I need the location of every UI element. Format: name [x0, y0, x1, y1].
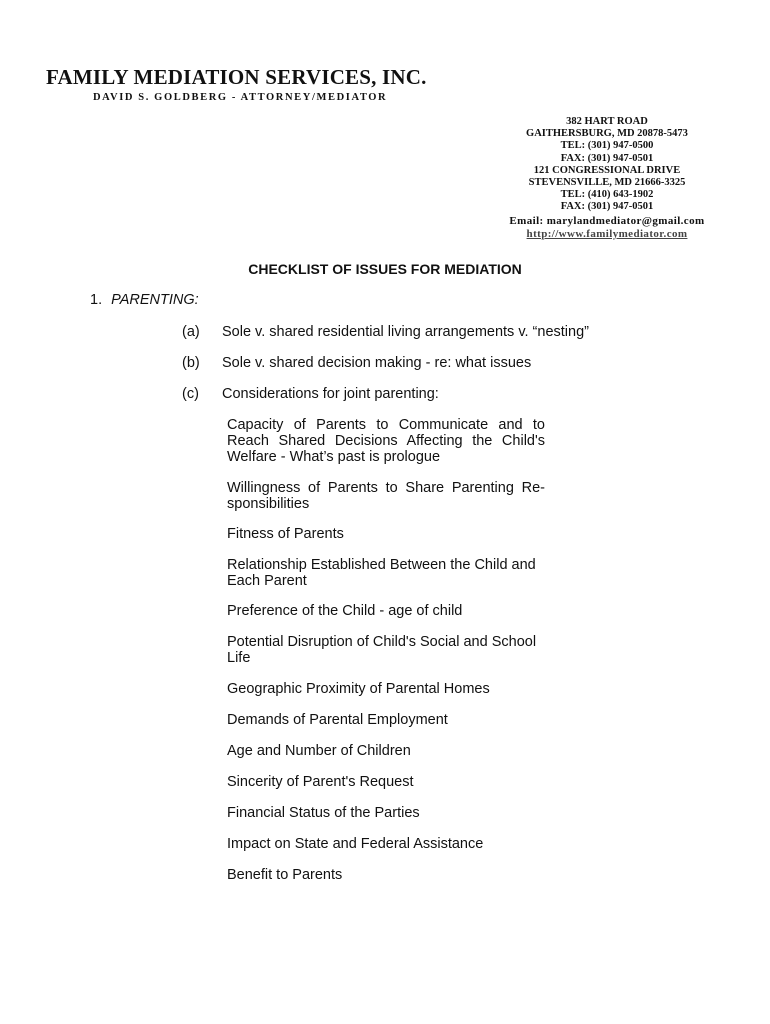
sub-item-letter: (b)	[182, 355, 200, 371]
address-line: STEVENSVILLE, MD 21666-3325	[528, 177, 686, 189]
sub-item-text: Sole v. shared decision making - re: what issues	[222, 355, 532, 371]
consideration-item: Financial Status of the Parties	[227, 805, 420, 821]
address-line: 382 HART ROAD	[566, 116, 648, 127]
address-line: 121 CONGRESSIONAL DRIVE	[533, 164, 681, 176]
website-link[interactable]: http://www.familymediator.com	[526, 227, 688, 240]
sub-item-b	[182, 355, 531, 371]
consideration-item: Preference of the Child - age of child	[227, 603, 463, 619]
sub-item-a	[182, 324, 589, 340]
address-block	[470, 116, 744, 240]
consideration-item: Potential Disruption of Child's Social and School Life	[227, 634, 537, 666]
sub-item-letter: (a)	[182, 324, 200, 340]
sub-item-text: Considerations for joint parenting:	[222, 386, 439, 402]
email-line: Email: marylandmediator@gmail.com	[509, 214, 705, 227]
section-heading	[90, 292, 199, 308]
consideration-item: Sincerity of Parent's Request	[227, 774, 414, 790]
consideration-item: Fitness of Parents	[227, 526, 344, 542]
sub-item-c	[182, 386, 439, 402]
consideration-item: Willingness of Parents to Share Parenting Re-sponsibilities	[227, 480, 545, 512]
consideration-item: Impact on State and Federal Assistance	[227, 836, 484, 852]
sub-item-text: Sole v. shared residential living arrangements v. “nesting”	[222, 324, 589, 340]
document-title: CHECKLIST OF ISSUES FOR MEDIATION	[248, 261, 522, 277]
consideration-item: Relationship Established Between the Child and Each Parent	[227, 557, 536, 589]
section-label: PARENTING:	[111, 292, 199, 308]
consideration-item: Geographic Proximity of Parental Homes	[227, 681, 490, 697]
consideration-item: Capacity of Parents to Communicate and to Reach Shared Decisions Affecting the Child's Welfare - What’s past is prologue	[227, 417, 545, 465]
consideration-item: Demands of Parental Employment	[227, 712, 448, 728]
consideration-item: Age and Number of Children	[227, 743, 411, 759]
address-line: FAX: (301) 947-0501	[560, 201, 654, 213]
address-line: TEL: (301) 947-0500	[560, 140, 654, 152]
sub-item-letter: (c)	[182, 386, 199, 402]
firm-name: FAMILY MEDIATION SERVICES, INC.	[46, 65, 427, 89]
consideration-item: Benefit to Parents	[227, 867, 343, 883]
address-line: GAITHERSBURG, MD 20878-5473	[526, 128, 688, 140]
section-number: 1.	[90, 292, 103, 308]
address-line: FAX: (301) 947-0501	[560, 152, 654, 164]
firm-subtitle: DAVID S. GOLDBERG - ATTORNEY/MEDIATOR	[93, 92, 388, 103]
address-line: TEL: (410) 643-1902	[560, 189, 654, 201]
